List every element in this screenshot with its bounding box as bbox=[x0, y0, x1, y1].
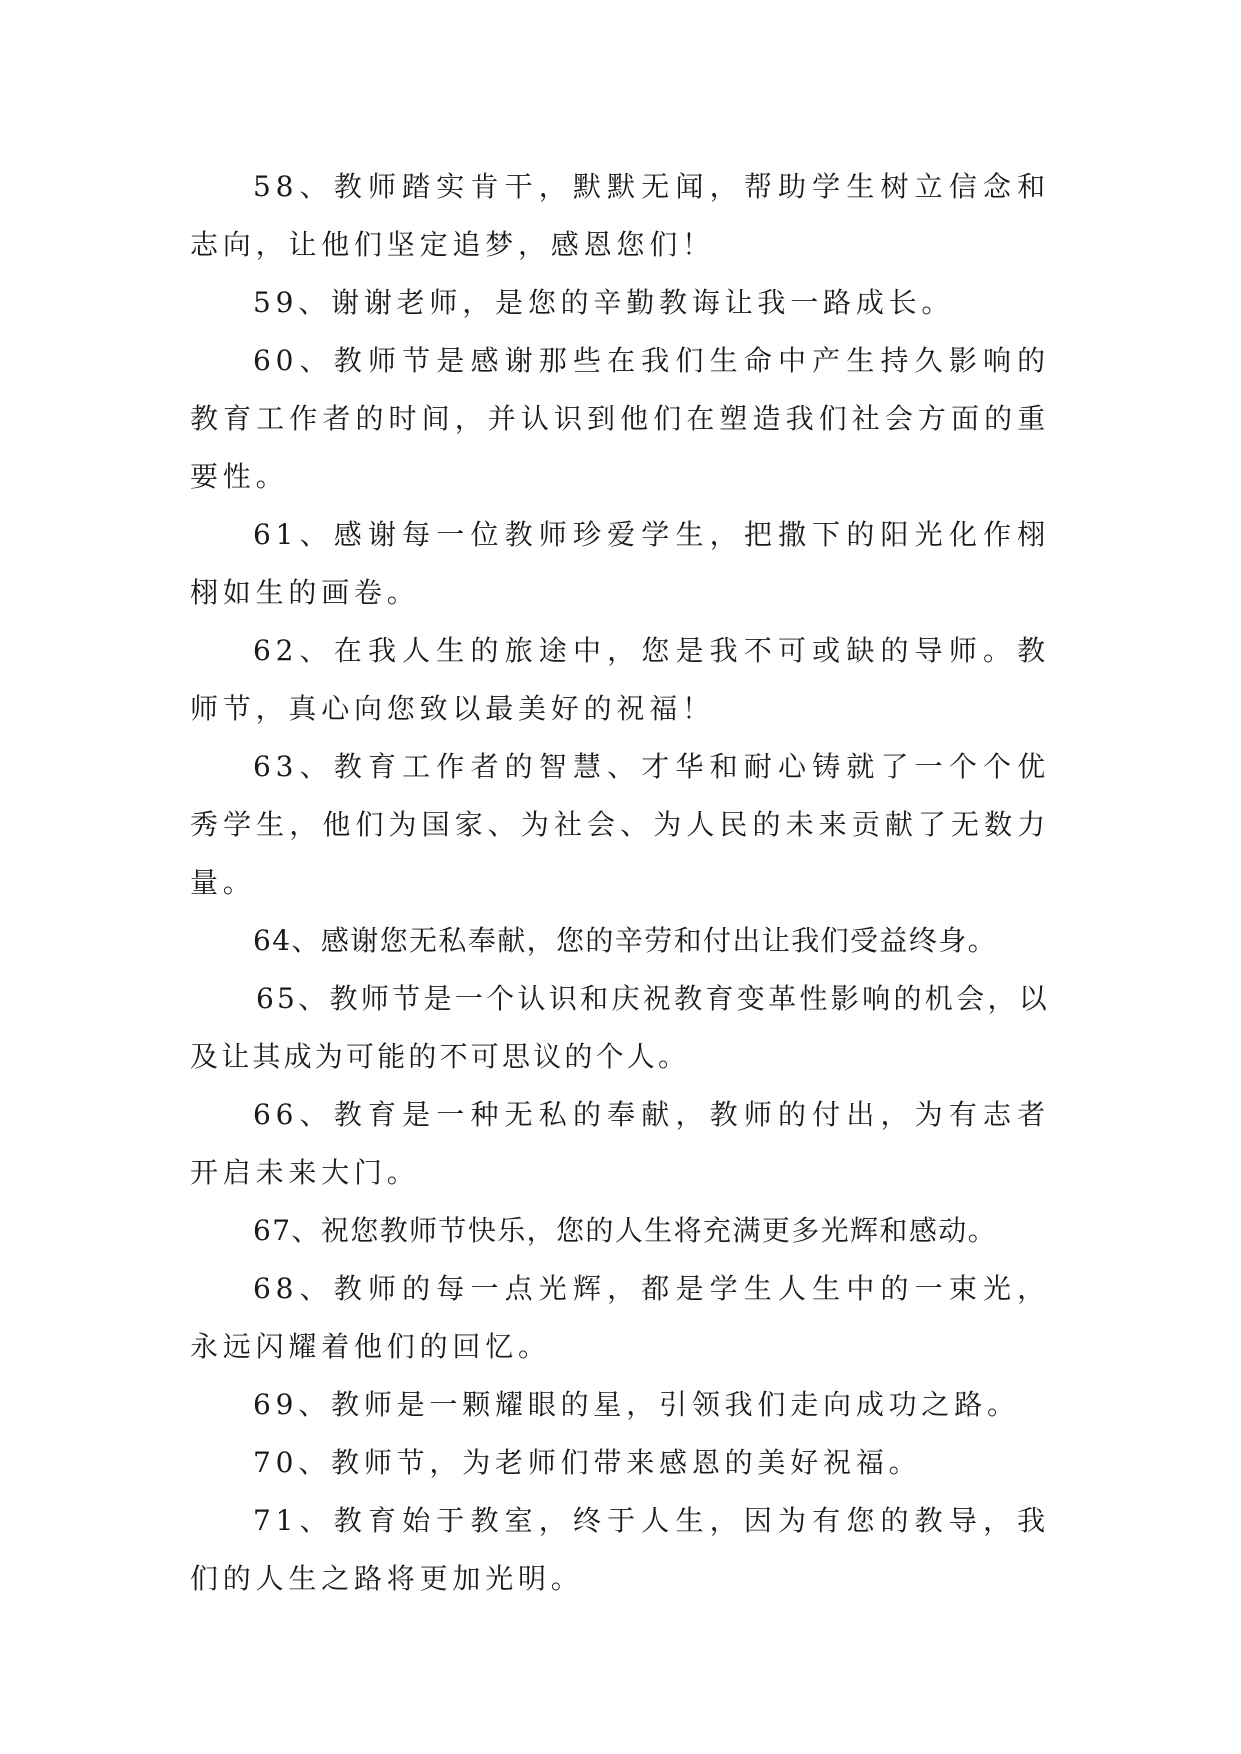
paragraph-60: 60、教师节是感谢那些在我们生命中产生持久影响的教育工作者的时间，并认识到他们在塑造我们社会方面的重要性。 bbox=[190, 344, 1050, 493]
paragraph-62: 62、在我人生的旅途中，您是我不可或缺的导师。教师节，真心向您致以最美好的祝福！ bbox=[190, 634, 1050, 725]
paragraph-71: 71、教育始于教室，终于人生，因为有您的教导，我们的人生之路将更加光明。 bbox=[190, 1504, 1050, 1595]
paragraph-63: 63、教育工作者的智慧、才华和耐心铸就了一个个优秀学生，他们为国家、为社会、为人民的未来贡献了无数力量。 bbox=[190, 750, 1050, 899]
paragraph-70: 70、教师节，为老师们带来感恩的美好祝福。 bbox=[253, 1446, 922, 1479]
paragraph-69: 69、教师是一颗耀眼的星，引领我们走向成功之路。 bbox=[253, 1388, 1020, 1421]
paragraph-68: 68、教师的每一点光辉，都是学生人生中的一束光，永远闪耀着他们的回忆。 bbox=[190, 1272, 1050, 1363]
paragraph-58: 58、教师踏实肯干，默默无闻，帮助学生树立信念和志向，让他们坚定追梦，感恩您们！ bbox=[190, 170, 1050, 261]
paragraph-67: 67、祝您教师节快乐，您的人生将充满更多光辉和感动。 bbox=[253, 1214, 998, 1247]
document-body bbox=[190, 158, 1050, 1608]
paragraph-59: 59、谢谢老师，是您的辛勤教诲让我一路成长。 bbox=[253, 286, 955, 319]
paragraph-64: 64、感谢您无私奉献，您的辛劳和付出让我们受益终身。 bbox=[253, 924, 998, 957]
paragraph-65: 65、教师节是一个认识和庆祝教育变革性影响的机会，以及让其成为可能的不可思议的个人。 bbox=[190, 982, 1050, 1073]
paragraph-61: 61、感谢每一位教师珍爱学生，把撒下的阳光化作栩栩如生的画卷。 bbox=[190, 518, 1050, 609]
paragraph-66: 66、教育是一种无私的奉献，教师的付出，为有志者开启未来大门。 bbox=[190, 1098, 1050, 1189]
